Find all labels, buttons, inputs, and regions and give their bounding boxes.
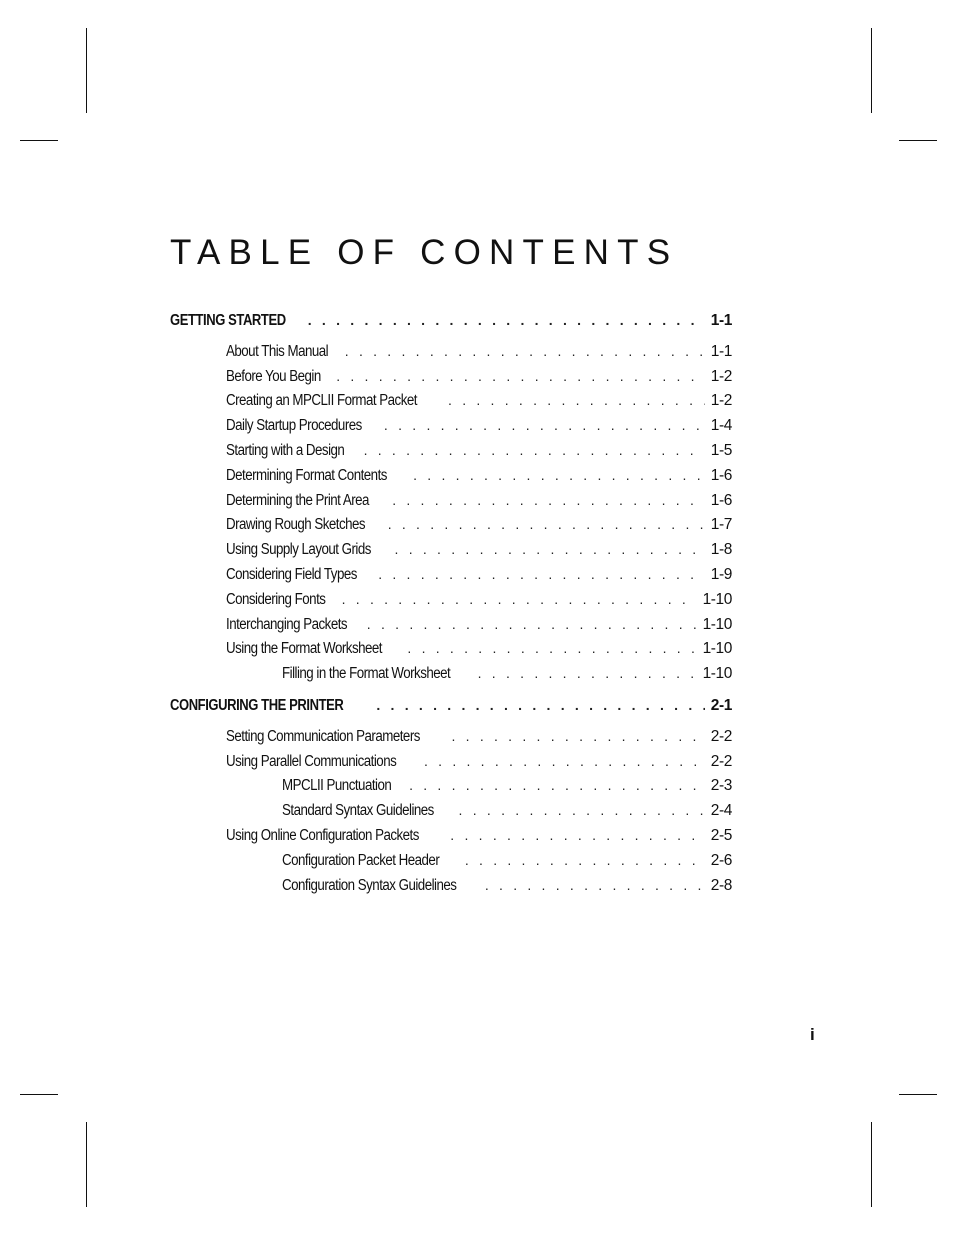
toc-entry-label: Before You Begin <box>226 367 321 385</box>
toc-page-number: 2-4 <box>710 802 732 820</box>
toc-page-number: 2-3 <box>710 777 732 795</box>
toc-page-number: 1-1 <box>710 342 732 360</box>
toc-entry-label: About This Manual <box>226 342 329 360</box>
toc-page-number: 1-10 <box>702 665 732 683</box>
toc-page-number: 1-10 <box>702 590 732 608</box>
toc-page-number: 1-6 <box>710 466 732 484</box>
toc-section-configuring-the-printer[interactable] <box>170 693 732 718</box>
dot-leader <box>367 612 697 636</box>
table-of-contents <box>170 308 732 897</box>
toc-entry[interactable] <box>170 438 732 463</box>
toc-section-getting-started[interactable] <box>170 308 732 333</box>
crop-mark-top-right-horizontal <box>899 140 937 141</box>
dot-leader <box>376 693 704 717</box>
toc-page-number: 1-4 <box>710 417 732 435</box>
dot-leader <box>392 488 705 512</box>
toc-entry-label: Using Parallel Communications <box>226 752 397 770</box>
toc-entry-label: Considering Fonts <box>226 590 326 608</box>
dot-leader <box>342 587 697 611</box>
dot-leader <box>451 724 704 748</box>
crop-mark-bottom-left-vertical <box>86 1122 87 1207</box>
toc-entry[interactable] <box>170 823 732 848</box>
toc-entry-label: Using Online Configuration Packets <box>226 826 419 844</box>
dot-leader <box>459 798 705 822</box>
crop-mark-top-left-vertical <box>86 28 87 113</box>
toc-page-number: 2-6 <box>710 851 732 869</box>
dot-leader <box>308 308 705 332</box>
toc-page-number: 1-5 <box>710 441 732 459</box>
toc-entry[interactable] <box>170 612 732 637</box>
dot-leader <box>424 749 705 773</box>
dot-leader <box>448 388 705 412</box>
crop-mark-bottom-right-horizontal <box>899 1094 937 1095</box>
toc-page-number: 1-2 <box>710 367 732 385</box>
toc-entry[interactable] <box>170 388 732 413</box>
toc-page-number: 1-10 <box>702 615 732 633</box>
toc-entry-label: Determining Format Contents <box>226 466 387 484</box>
toc-entry-label: Interchanging Packets <box>226 615 348 633</box>
dot-leader <box>336 364 705 388</box>
toc-entry[interactable] <box>170 512 732 537</box>
toc-subentry[interactable] <box>170 773 732 798</box>
toc-page-number: 1-6 <box>710 491 732 509</box>
dot-leader <box>345 339 705 363</box>
toc-subentry[interactable] <box>170 661 732 686</box>
toc-page-number: 2-5 <box>710 826 732 844</box>
dot-leader <box>407 636 696 660</box>
toc-page-number: 1-1 <box>710 312 732 329</box>
toc-entry[interactable] <box>170 413 732 438</box>
toc-entry[interactable] <box>170 587 732 612</box>
page-title: TABLE OF CONTENTS <box>170 233 679 272</box>
toc-entry-label: Configuration Packet Header <box>282 851 440 869</box>
toc-entry[interactable] <box>170 463 732 488</box>
dot-leader <box>409 773 705 797</box>
toc-entry[interactable] <box>170 364 732 389</box>
toc-page-number: 1-2 <box>710 392 732 410</box>
dot-leader <box>388 512 705 536</box>
toc-entry-label: Determining the Print Area <box>226 491 369 509</box>
toc-page-number: 2-1 <box>710 696 732 714</box>
toc-entry-label: MPCLII Punctuation <box>282 777 392 795</box>
toc-page-number: 1-10 <box>702 640 732 658</box>
toc-page-number: 2-2 <box>710 752 732 770</box>
toc-entry-label: Drawing Rough Sketches <box>226 516 366 534</box>
toc-entry-label: Considering Field Types <box>226 565 357 583</box>
toc-subentry[interactable] <box>170 848 732 873</box>
dot-leader <box>413 463 705 487</box>
toc-section-label: GETTING STARTED <box>170 312 286 329</box>
dot-leader <box>485 873 705 897</box>
toc-entry[interactable] <box>170 562 732 587</box>
toc-entry-label: Using the Format Worksheet <box>226 640 382 658</box>
toc-page-number: 1-8 <box>710 541 732 559</box>
toc-entry[interactable] <box>170 724 732 749</box>
dot-leader <box>478 661 697 685</box>
page-number: i <box>810 1025 815 1044</box>
toc-page-number: 2-8 <box>710 876 732 894</box>
crop-mark-top-left-horizontal <box>20 140 58 141</box>
toc-subentry[interactable] <box>170 873 732 898</box>
crop-mark-top-right-vertical <box>871 28 872 113</box>
dot-leader <box>378 562 705 586</box>
dot-leader <box>465 848 705 872</box>
toc-page-number: 1-9 <box>710 565 732 583</box>
toc-entry-label: Filling in the Format Worksheet <box>282 665 451 683</box>
toc-entry-label: Creating an MPCLII Format Packet <box>226 392 417 410</box>
dot-leader <box>364 438 705 462</box>
toc-page-number: 1-7 <box>710 516 732 534</box>
toc-entry-label: Setting Communication Parameters <box>226 727 420 745</box>
toc-subentry[interactable] <box>170 798 732 823</box>
toc-entry[interactable] <box>170 636 732 661</box>
toc-entry[interactable] <box>170 339 732 364</box>
toc-entry-label: Standard Syntax Guidelines <box>282 802 434 820</box>
crop-mark-bottom-right-vertical <box>871 1122 872 1207</box>
toc-entry[interactable] <box>170 749 732 774</box>
toc-entry-label: Using Supply Layout Grids <box>226 541 371 559</box>
toc-entry-label: Configuration Syntax Guidelines <box>282 876 457 894</box>
toc-section-label: CONFIGURING THE PRINTER <box>170 696 344 714</box>
dot-leader <box>384 413 705 437</box>
toc-entry[interactable] <box>170 488 732 513</box>
toc-entry-label: Daily Startup Procedures <box>226 417 362 435</box>
toc-page-number: 2-2 <box>710 727 732 745</box>
dot-leader <box>450 823 705 847</box>
crop-mark-bottom-left-horizontal <box>20 1094 58 1095</box>
toc-entry[interactable] <box>170 537 732 562</box>
toc-entry-label: Starting with a Design <box>226 441 345 459</box>
dot-leader <box>395 537 705 561</box>
